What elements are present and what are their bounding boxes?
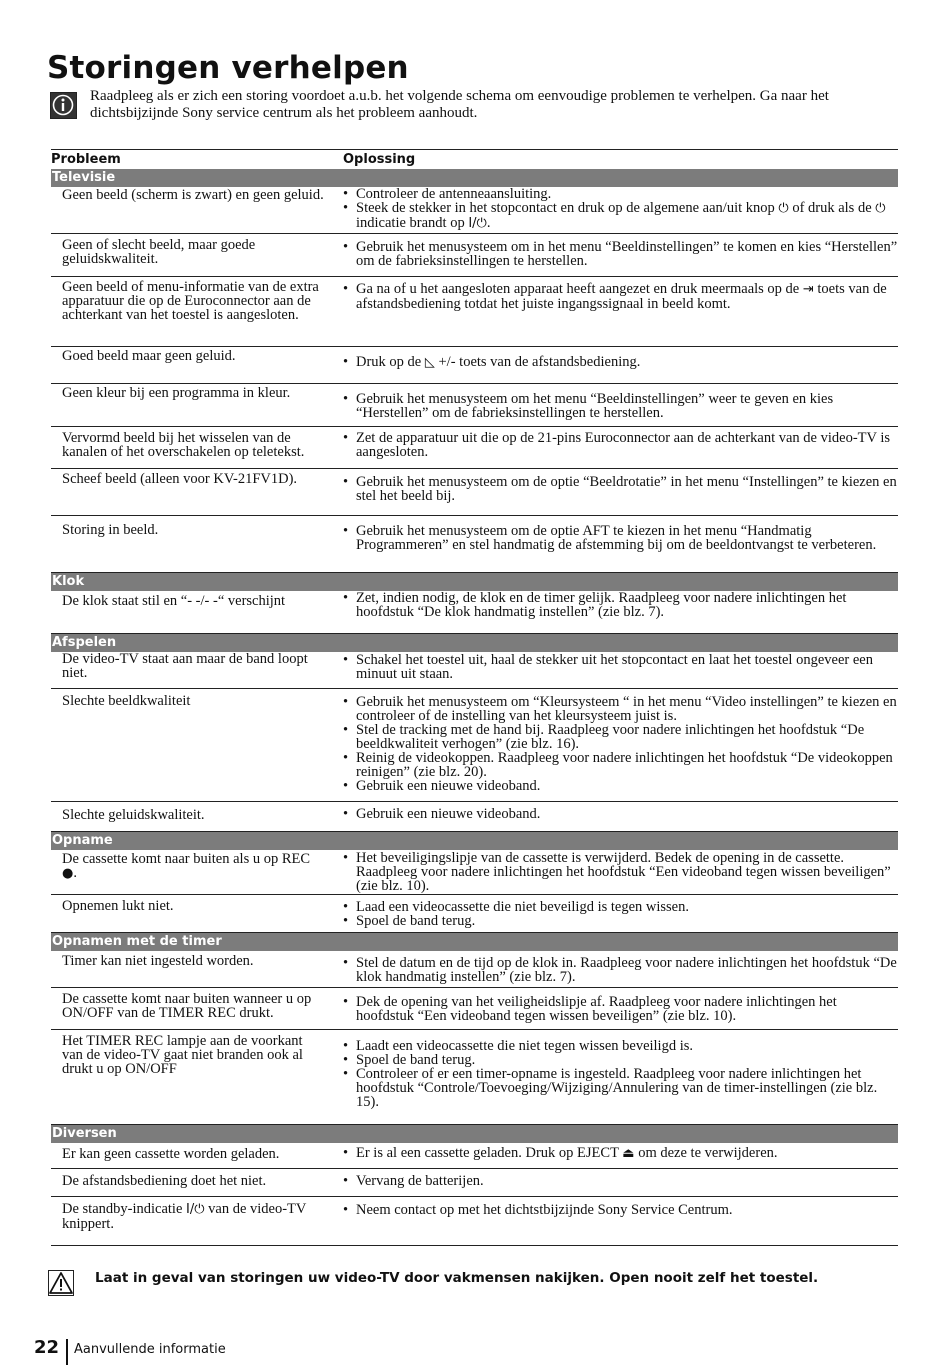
solution-item: • Zet, indien nodig, de klok en de timer gelijk. Raadpleeg voor nadere inlichtingen het hoofdstuk “De klok handmatig instellen” (zie blz. 7). [341, 591, 898, 619]
table-row [51, 187, 898, 234]
category-afspelen [51, 634, 898, 832]
table-row [51, 802, 898, 832]
standby-icon: I/⏻ [186, 1202, 205, 1217]
solution-item: • Controleer of er een timer-opname is ingesteld. Raadpleeg voor nadere inlichtingen het hoofdstuk “Controle/Toevoeging/Wijziging/Annulering van de timer-instellingen (zie blz. 15). [341, 1067, 898, 1109]
table-row [51, 850, 898, 895]
category-header: Klok [51, 573, 898, 592]
problem-text: De cassette komt naar buiten als u op REC ●. [62, 851, 311, 881]
solution-item: • Steek de stekker in het stopcontact en druk op de algemene aan/uit knop ⏻ of druk als de ⏻ indicatie brandt op I/⏻. [341, 201, 898, 231]
solution-item: • Schakel het toestel uit, haal de stekker uit het stopcontact en laat het toestel ongeveer een minuut uit staan. [341, 653, 898, 681]
solution-item: • Laadt een videocassette die niet tegen wissen beveiligd is. [341, 1039, 898, 1053]
warning-triangle-icon [48, 1270, 74, 1296]
problem-text: Scheef beeld (alleen voor KV-21FV1D). [62, 471, 298, 487]
eject-icon: ⏏ [622, 1146, 635, 1161]
table-row [51, 347, 898, 384]
table-row [51, 234, 898, 277]
problem-text: Het TIMER REC lampje aan de voorkant van de video-TV gaat niet branden ook al drukt u op ON/OFF [62, 1033, 303, 1077]
volume-icon: ◺ [424, 355, 435, 370]
solution-item: • Gebruik het menusysteem om in het menu “Beeldinstellingen” te komen en kies “Herstellen” om de fabrieksinstellingen te herstellen. [341, 240, 898, 268]
solution-item: • Gebruik het menusysteem om het menu “Beeldinstellingen” weer te geven en kies “Herstellen” om de fabrieksinstellingen te herstellen. [341, 392, 898, 420]
solution-item: • Gebruik een nieuwe videoband. [341, 807, 898, 821]
table-row [51, 895, 898, 933]
problem-text: Timer kan niet ingesteld worden. [62, 953, 254, 969]
intro-text: Raadpleeg als er zich een storing voordoet a.u.b. het volgende schema om eenvoudige problemen te verhelpen. Ga naar het dichtsbijzijnde Sony service centrum als het probleem aanhoudt. [90, 88, 829, 121]
solution-item: • Gebruik een nieuwe videoband. [341, 779, 898, 793]
warning-text: Laat in geval van storingen uw video-TV door vakmensen nakijken. Open nooit zelf het toestel. [95, 1270, 819, 1286]
problem-text: De video-TV staat aan maar de band loopt niet. [62, 651, 308, 681]
table-row [51, 951, 898, 988]
table-row [51, 689, 898, 802]
solution-item: • Het beveiligingslipje van de cassette is verwijderd. Bedek de opening in de cassette. Raadpleeg voor nadere inlichtingen het hoofdstuk “Een videoband tegen wissen beveiligen” (zie blz. 10). [341, 851, 898, 893]
solution-item: • Druk op de ◺ +/- toets van de afstandsbediening. [341, 355, 898, 370]
troubleshooting-table [51, 149, 898, 1246]
category-header: Afspelen [51, 634, 898, 653]
table-row [51, 988, 898, 1030]
problem-text: De standby-indicatie I/⏻ van de video-TV knippert. [62, 1201, 307, 1232]
problem-text: Geen beeld of menu-informatie van de extra apparatuur die op de Euroconnector aan de achterkant van het toestel is aangesloten. [62, 279, 319, 323]
category-opname [51, 832, 898, 933]
solution-item: • Spoel de band terug. [341, 1053, 898, 1067]
problem-text: Slechte beeldkwaliteit [62, 693, 191, 709]
problem-text: Vervormd beeld bij het wisselen van de kanalen of het overschakelen op teletekst. [62, 430, 305, 460]
table-row [51, 652, 898, 689]
problem-text: Opnemen lukt niet. [62, 898, 174, 914]
page-title: Storingen verhelpen [47, 50, 409, 86]
category-header: Diversen [51, 1125, 898, 1144]
input-select-icon: ⇥ [802, 282, 814, 297]
record-icon: ● [62, 866, 74, 881]
table-row [51, 427, 898, 469]
footer-divider [66, 1339, 68, 1365]
footer-section-name: Aanvullende informatie [74, 1342, 226, 1357]
solution-item: • Gebruik het menusysteem om de optie AFT te kiezen in het menu “Handmatig Programmeren” en stel handmatig de afstemming bij om de beeldontvangst te verbeteren. [341, 524, 898, 552]
solution-item: • Controleer de antenneaansluiting. [341, 187, 898, 201]
category-opnamen-met-de-timer [51, 933, 898, 1125]
standby-icon: I/⏻ [468, 216, 487, 231]
table-row [51, 277, 898, 347]
category-klok [51, 573, 898, 634]
table-row [51, 1169, 898, 1197]
solution-item: • Dek de opening van het veiligheidslipje af. Raadpleeg voor nadere inlichtingen het hoofdstuk “Een videoband tegen wissen beveiligen” (zie blz. 10). [341, 995, 898, 1023]
problem-text: Goed beeld maar geen geluid. [62, 348, 236, 364]
problem-text: De klok staat stil en “- -/- -“ verschijnt [62, 593, 286, 609]
solution-item: • Stel de datum en de tijd op de klok in. Raadpleeg voor nadere inlichtingen het hoofdstuk “De klok handmatig instellen” (zie blz. 7). [341, 956, 898, 984]
table-row [51, 1030, 898, 1125]
column-header-problem: Probleem [51, 150, 341, 170]
table-row [51, 384, 898, 427]
table-row [51, 469, 898, 516]
problem-text: Geen of slecht beeld, maar goede geluidskwaliteit. [62, 237, 256, 267]
solution-item: • Gebruik het menusysteem om de optie “Beeldrotatie” in het menu “Instellingen” te kiezen en stel het beeld bij. [341, 475, 898, 503]
table-row [51, 516, 898, 573]
problem-text: De afstandsbediening doet het niet. [62, 1173, 267, 1189]
solution-item: • Gebruik het menusysteem om “Kleursysteem “ in het menu “Video instellingen” te kiezen en controleer of de instelling van het kleursysteem juist is. [341, 695, 898, 723]
solution-item: • Vervang de batterijen. [341, 1174, 898, 1188]
problem-text: Geen kleur bij een programma in kleur. [62, 385, 291, 401]
problem-text: Geen beeld (scherm is zwart) en geen geluid. [62, 187, 324, 203]
table-row [51, 1143, 898, 1169]
page-number: 22 [34, 1337, 60, 1358]
category-header: Opnamen met de timer [51, 933, 898, 952]
problem-text: Slechte geluidskwaliteit. [62, 807, 205, 823]
solution-item: • Stel de tracking met de hand bij. Raadpleeg voor nadere inlichtingen het hoofdstuk “De beeldkwaliteit verhogen” (zie blz. 16). [341, 723, 898, 751]
problem-text: De cassette komt naar buiten wanneer u op ON/OFF van de TIMER REC drukt. [62, 991, 312, 1021]
solution-item: • Er is al een cassette geladen. Druk op EJECT ⏏ om deze te verwijderen. [341, 1146, 898, 1161]
power-icon: ⏻ [778, 201, 789, 216]
category-diversen [51, 1125, 898, 1246]
solution-item: • Spoel de band terug. [341, 914, 898, 928]
table-row [51, 1197, 898, 1246]
solution-item: • Reinig de videokoppen. Raadpleeg voor nadere inlichtingen het hoofdstuk “De videokoppen reinigen” (zie blz. 20). [341, 751, 898, 779]
problem-text: Er kan geen cassette worden geladen. [62, 1146, 280, 1162]
column-header-solution: Oplossing [341, 150, 898, 170]
category-televisie [51, 169, 898, 573]
table-header-row [51, 150, 898, 170]
solution-item: • Ga na of u het aangesloten apparaat heeft aangezet en druk meermaals op de ⇥ toets van de afstandsbediening totdat het juiste ingangssignaal in beeld komt. [341, 282, 898, 311]
info-icon-graphic [51, 93, 75, 117]
solution-item: • Laad een videocassette die niet beveiligd is tegen wissen. [341, 900, 898, 914]
problem-text: Storing in beeld. [62, 522, 159, 538]
power-icon: ⏻ [875, 201, 886, 216]
category-header: Televisie [51, 169, 898, 187]
table-row [51, 591, 898, 634]
info-icon [50, 92, 77, 119]
solution-item: • Neem contact op met het dichtstbijzijnde Sony Service Centrum. [341, 1203, 898, 1217]
category-header: Opname [51, 832, 898, 851]
solution-item: • Zet de apparatuur uit die op de 21-pins Euroconnector aan de achterkant van de video-TV is aangesloten. [341, 431, 898, 459]
